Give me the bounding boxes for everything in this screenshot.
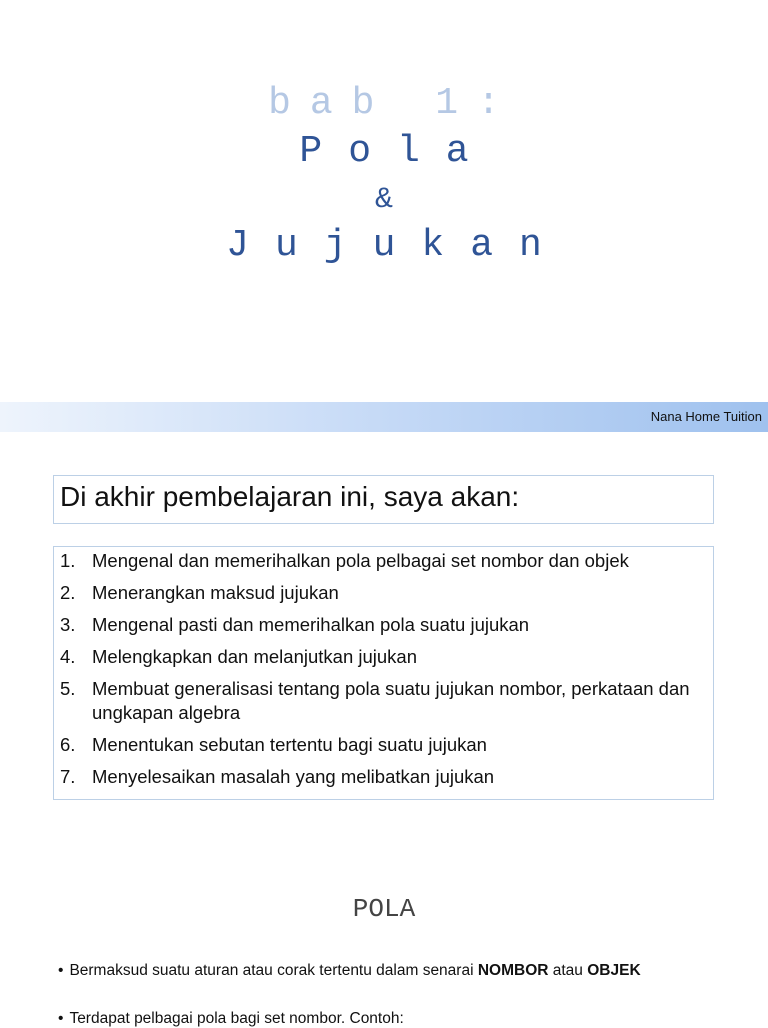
list-item-text: Mengenal pasti dan memerihalkan pola suatu jujukan	[92, 614, 530, 635]
list-item-text: Menentukan sebutan tertentu bagi suatu jujukan	[92, 734, 487, 755]
list-item	[54, 549, 713, 573]
bullet-dot: •	[58, 1010, 64, 1027]
list-item	[54, 677, 713, 725]
list-item-text: Melengkapkan dan melanjutkan jujukan	[92, 646, 417, 667]
list-item-text: Membuat generalisasi tentang pola suatu jujukan nombor, perkataan dan ungkapan algebra	[92, 678, 690, 723]
pola-heading: POLA	[352, 894, 416, 924]
list-item-number: 6.	[60, 734, 76, 755]
objectives-list-box	[53, 546, 714, 800]
list-item	[54, 613, 713, 637]
pola-bullet-examples	[58, 1010, 404, 1028]
objectives-list	[54, 549, 713, 797]
footer-label: Nana Home Tuition	[650, 409, 762, 424]
title-line-pola: Pola	[299, 130, 495, 173]
list-item-number: 7.	[60, 766, 76, 787]
list-item-text: Menyelesaikan masalah yang melibatkan jujukan	[92, 766, 495, 787]
list-item-number: 3.	[60, 614, 76, 635]
list-item-number: 1.	[60, 550, 76, 571]
title-line-jujukan: Jujukan	[226, 224, 568, 267]
list-item-number: 5.	[60, 678, 76, 699]
list-item-number: 2.	[60, 582, 76, 603]
pola-bullet-definition	[58, 962, 641, 980]
bullet-dot: •	[58, 962, 64, 979]
footer-band	[0, 402, 768, 432]
title-slide	[0, 0, 768, 400]
bullet-bold-nombor: NOMBOR	[477, 962, 549, 979]
chapter-label: bab 1:	[268, 82, 519, 125]
bullet-text: Terdapat pelbagai pola bagi set nombor. Contoh:	[69, 1010, 404, 1027]
bullet-bold-objek: OBJEK	[587, 962, 641, 979]
title-line-ampersand: &	[374, 183, 393, 217]
list-item	[54, 733, 713, 757]
objectives-heading: Di akhir pembelajaran ini, saya akan:	[60, 481, 520, 512]
bullet-text: Bermaksud suatu aturan atau corak tertentu dalam senarai	[69, 962, 478, 979]
list-item-number: 4.	[60, 646, 76, 667]
list-item-text: Menerangkan maksud jujukan	[92, 582, 339, 603]
list-item-text: Mengenal dan memerihalkan pola pelbagai set nombor dan objek	[92, 550, 629, 571]
objectives-heading-box	[53, 475, 714, 524]
list-item	[54, 581, 713, 605]
list-item	[54, 645, 713, 669]
list-item	[54, 765, 713, 789]
bullet-text-mid: atau	[548, 962, 588, 979]
